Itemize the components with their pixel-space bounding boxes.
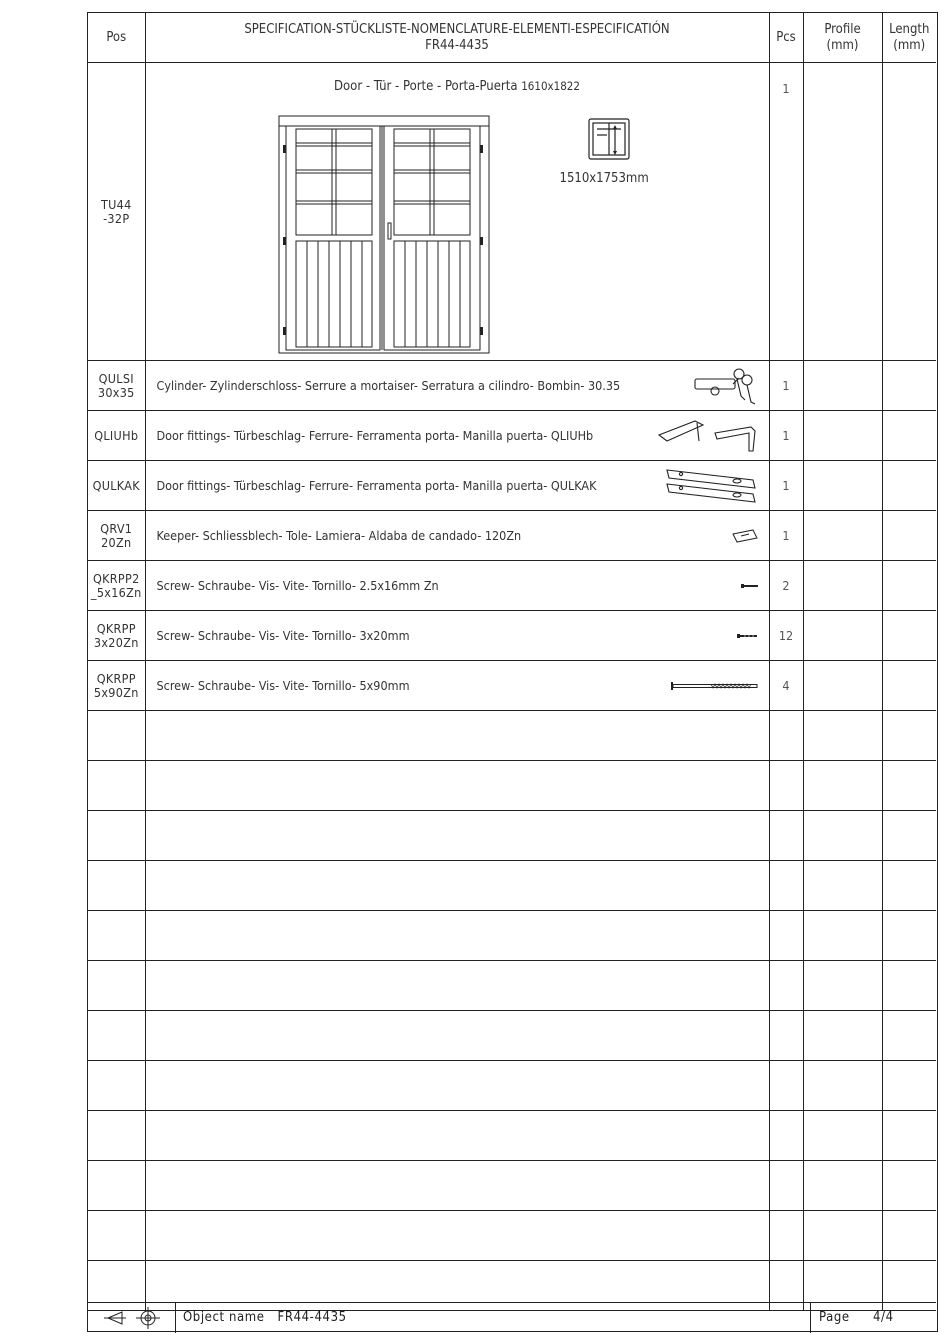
long-screw-icon: [671, 681, 759, 691]
header-title-line2: FR44-4435: [425, 37, 489, 53]
item-description-text: Screw- Schraube- Vis- Vite- Tornillo- 5x90mm: [156, 678, 410, 693]
item-description: [145, 411, 769, 461]
empty-row: [88, 711, 936, 761]
item-pcs: 2: [769, 561, 803, 611]
item-pos-line1: QULKAK: [92, 477, 140, 493]
door-opening-icon: [587, 117, 631, 161]
empty-row: [88, 1111, 936, 1161]
empty-row: [88, 1011, 936, 1061]
item-pos-line1: QRV1: [100, 520, 133, 536]
header-profile: [803, 13, 882, 63]
table-header-row: [88, 13, 936, 63]
empty-row: [88, 911, 936, 961]
door-title: [146, 79, 769, 94]
empty-row: [88, 811, 936, 861]
table-row: [88, 561, 936, 611]
header-profile-line1: Profile: [824, 21, 861, 37]
item-profile: [803, 361, 882, 411]
item-profile: [803, 411, 882, 461]
empty-row: [88, 761, 936, 811]
empty-row: [88, 961, 936, 1011]
door-pcs: 1: [769, 63, 803, 361]
item-pos: [88, 411, 145, 461]
item-length: [882, 511, 936, 561]
item-length: [882, 561, 936, 611]
door-pos-line1: TU44: [100, 196, 132, 212]
item-length: [882, 461, 936, 511]
item-description-text: Door fittings- Türbeschlag- Ferrure- Ferramenta porta- Manilla puerta- QULKAK: [156, 478, 597, 493]
item-description-text: Cylinder- Zylinderschloss- Serrure a mortaiser- Serratura a cilindro- Bombin- 30.35: [156, 378, 621, 393]
item-pcs: 1: [769, 461, 803, 511]
page-indicator: [810, 1303, 937, 1333]
item-pos-line1: QKRPP: [96, 670, 136, 686]
table-row: [88, 361, 936, 411]
item-pos-line2: 5x90Zn: [93, 684, 139, 700]
cylinder-lock-icon: [693, 364, 759, 408]
escutcheon-plate-icon: [663, 466, 759, 506]
header-length-line2: (mm): [893, 37, 926, 53]
header-title: [145, 13, 769, 63]
header-pcs: Pcs: [769, 13, 803, 63]
item-pos: [88, 461, 145, 511]
item-length: [882, 611, 936, 661]
item-pcs: 1: [769, 411, 803, 461]
header-profile-line2: (mm): [826, 37, 859, 53]
item-length: [882, 661, 936, 711]
item-description-text: Keeper- Schliessblech- Tole- Lamiera- Aldaba de candado- 120Zn: [156, 528, 522, 543]
empty-row: [88, 1161, 936, 1211]
door-length: [882, 63, 936, 361]
header-pos: Pos: [88, 13, 145, 63]
item-description-text: Screw- Schraube- Vis- Vite- Tornillo- 3x20mm: [156, 628, 410, 643]
door-size: 1610x1822: [521, 79, 580, 93]
door-description: [145, 63, 769, 361]
item-pos-line1: QULSI: [98, 370, 134, 386]
object-name: [183, 1310, 347, 1325]
door-title-text: Door - Tür - Porte - Porta-Puerta: [334, 79, 518, 94]
table-row: [88, 411, 936, 461]
page-label: Page: [819, 1310, 850, 1325]
item-description: [145, 661, 769, 711]
item-description: [145, 461, 769, 511]
double-door-drawing-icon: [276, 115, 492, 355]
header-title-line1: SPECIFICATION-STÜCKLISTE-NOMENCLATURE-ELEMENTI-ESPECIFICATIÓN: [244, 21, 670, 37]
item-pos: [88, 561, 145, 611]
table-row: [88, 461, 936, 511]
item-pos: [88, 661, 145, 711]
door-pos: [88, 63, 145, 361]
table-row: [88, 661, 936, 711]
projection-symbols: [88, 1303, 176, 1333]
item-profile: [803, 461, 882, 511]
third-angle-projection-icon: [88, 1303, 175, 1333]
item-pos-line1: QKRPP: [96, 620, 136, 636]
keeper-plate-icon: [731, 528, 759, 544]
item-profile: [803, 561, 882, 611]
item-pos-line2: 20Zn: [101, 534, 132, 550]
short-screw-icon: [741, 583, 759, 589]
door-row: [88, 63, 936, 361]
table-row: [88, 611, 936, 661]
item-pcs: 1: [769, 361, 803, 411]
header-length-line1: Length: [889, 21, 930, 37]
item-pos-line1: QLIUHb: [94, 427, 139, 443]
item-description-text: Door fittings- Türbeschlag- Ferrure- Ferramenta porta- Manilla puerta- QLIUHb: [156, 428, 594, 443]
object-name-label: Object name: [183, 1310, 265, 1325]
empty-row: [88, 1211, 936, 1261]
item-pos-line1: QKRPP2: [92, 570, 140, 586]
item-description-text: Screw- Schraube- Vis- Vite- Tornillo- 2.5x16mm Zn: [156, 578, 439, 593]
specification-sheet: [87, 12, 938, 1332]
item-description: [145, 511, 769, 561]
item-profile: [803, 611, 882, 661]
item-pcs: 1: [769, 511, 803, 561]
empty-row: [88, 861, 936, 911]
item-length: [882, 361, 936, 411]
item-pcs: 4: [769, 661, 803, 711]
medium-screw-icon: [737, 633, 759, 639]
door-opening-size: 1510x1753mm: [559, 171, 649, 186]
item-pos: [88, 361, 145, 411]
header-length: [882, 13, 936, 63]
item-description: [145, 561, 769, 611]
item-pcs: 12: [769, 611, 803, 661]
item-pos-line2: 3x20Zn: [93, 634, 139, 650]
item-length: [882, 411, 936, 461]
item-profile: [803, 661, 882, 711]
item-pos-line2: _5x16Zn: [90, 584, 142, 600]
door-pos-line2: -32P: [103, 210, 130, 226]
empty-row: [88, 1061, 936, 1111]
specification-table: [88, 13, 936, 1311]
page-number: 4/4: [873, 1310, 894, 1325]
item-profile: [803, 511, 882, 561]
object-name-value: FR44-4435: [277, 1310, 347, 1325]
door-profile: [803, 63, 882, 361]
item-description: [145, 361, 769, 411]
item-pos: [88, 511, 145, 561]
item-description: [145, 611, 769, 661]
item-pos-line2: 30x35: [97, 384, 135, 400]
table-row: [88, 511, 936, 561]
door-handle-icon: [655, 417, 759, 455]
title-block: [88, 1302, 936, 1333]
item-pos: [88, 611, 145, 661]
